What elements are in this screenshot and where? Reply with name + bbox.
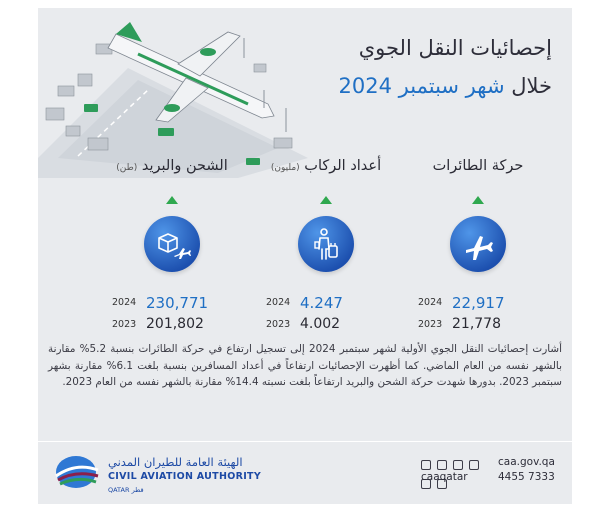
youtube-icon[interactable] [469,460,479,470]
stat-unit: (طن) [116,163,138,173]
cargo-icon [144,216,200,272]
previous-year-row [256,316,396,334]
current-year: 2024 [266,297,291,308]
previous-year-row [102,316,242,334]
trend-up-icon [320,196,332,204]
page-title: إحصائيات النقل الجوي [358,36,552,60]
stat-label: حركة الطائرات [432,158,524,174]
previous-value: 4.002 [300,316,341,332]
airplane-illustration [38,8,308,178]
infographic-card [38,8,572,504]
phone-number: 4455 7333 [498,471,555,483]
social-icons [420,455,490,469]
social-handle[interactable]: caaqatar [421,471,468,483]
current-value: 4.247 [300,294,343,312]
subtitle-highlight: شهر سبتمبر 2024 [338,74,505,98]
x-icon[interactable] [437,460,447,470]
instagram-icon[interactable] [421,460,431,470]
stat-cargo-mail [102,158,242,338]
previous-year: 2023 [266,319,291,330]
current-year-row [256,294,396,312]
current-year-row [408,294,548,312]
current-year: 2024 [418,297,443,308]
current-value: 230,771 [146,294,209,312]
passenger-icon [298,216,354,272]
current-year-row [102,294,242,312]
trend-up-icon [166,196,178,204]
org-name-arabic: الهيئة العامة للطيران المدني [108,455,243,469]
previous-value: 21,778 [452,316,501,332]
current-year: 2024 [112,297,137,308]
stat-unit: (مليون) [270,163,300,173]
stat-passengers [256,158,396,338]
previous-value: 201,802 [146,316,204,332]
caa-logo-icon [52,452,100,492]
website-link[interactable]: caa.gov.qa [498,456,555,468]
stat-aircraft-movements [408,158,548,338]
footer-divider [38,441,572,442]
airplane-icon [450,216,506,272]
stat-label: الشحن والبريد (طن) [116,158,228,174]
page-subtitle: خلال شهر سبتمبر 2024 [338,74,552,98]
previous-year: 2023 [418,319,443,330]
summary-paragraph: أشارت إحصائيات النقل الجوي الأولية لشهر سبتمبر 2024 إلى تسجيل ارتفاع في حركة الطائرات بنسبة 5.2% مقارنة بالشهر نفسه من العام الماضي. كما أظهرت الإحصائيات ارتفاعاً في أعداد المسافرين بنسبة بلغت 6.1% مقارنة بشهر سبتمبر 2023. بدورها شهدت حركة الشحن والبريد ارتفاعاً بلغت نسبته 14.4% مقارنة بالشهر نفسه من العام 2023. [48,343,562,388]
current-value: 22,917 [452,294,505,312]
stat-label: أعداد الركاب (مليون) [270,158,382,174]
org-name-english: CIVIL AVIATION AUTHORITY [108,471,262,482]
previous-year: 2023 [112,319,137,330]
trend-up-icon [472,196,484,204]
previous-year-row [408,316,548,334]
org-country: QATAR قطر [108,486,144,494]
facebook-icon[interactable] [453,460,463,470]
